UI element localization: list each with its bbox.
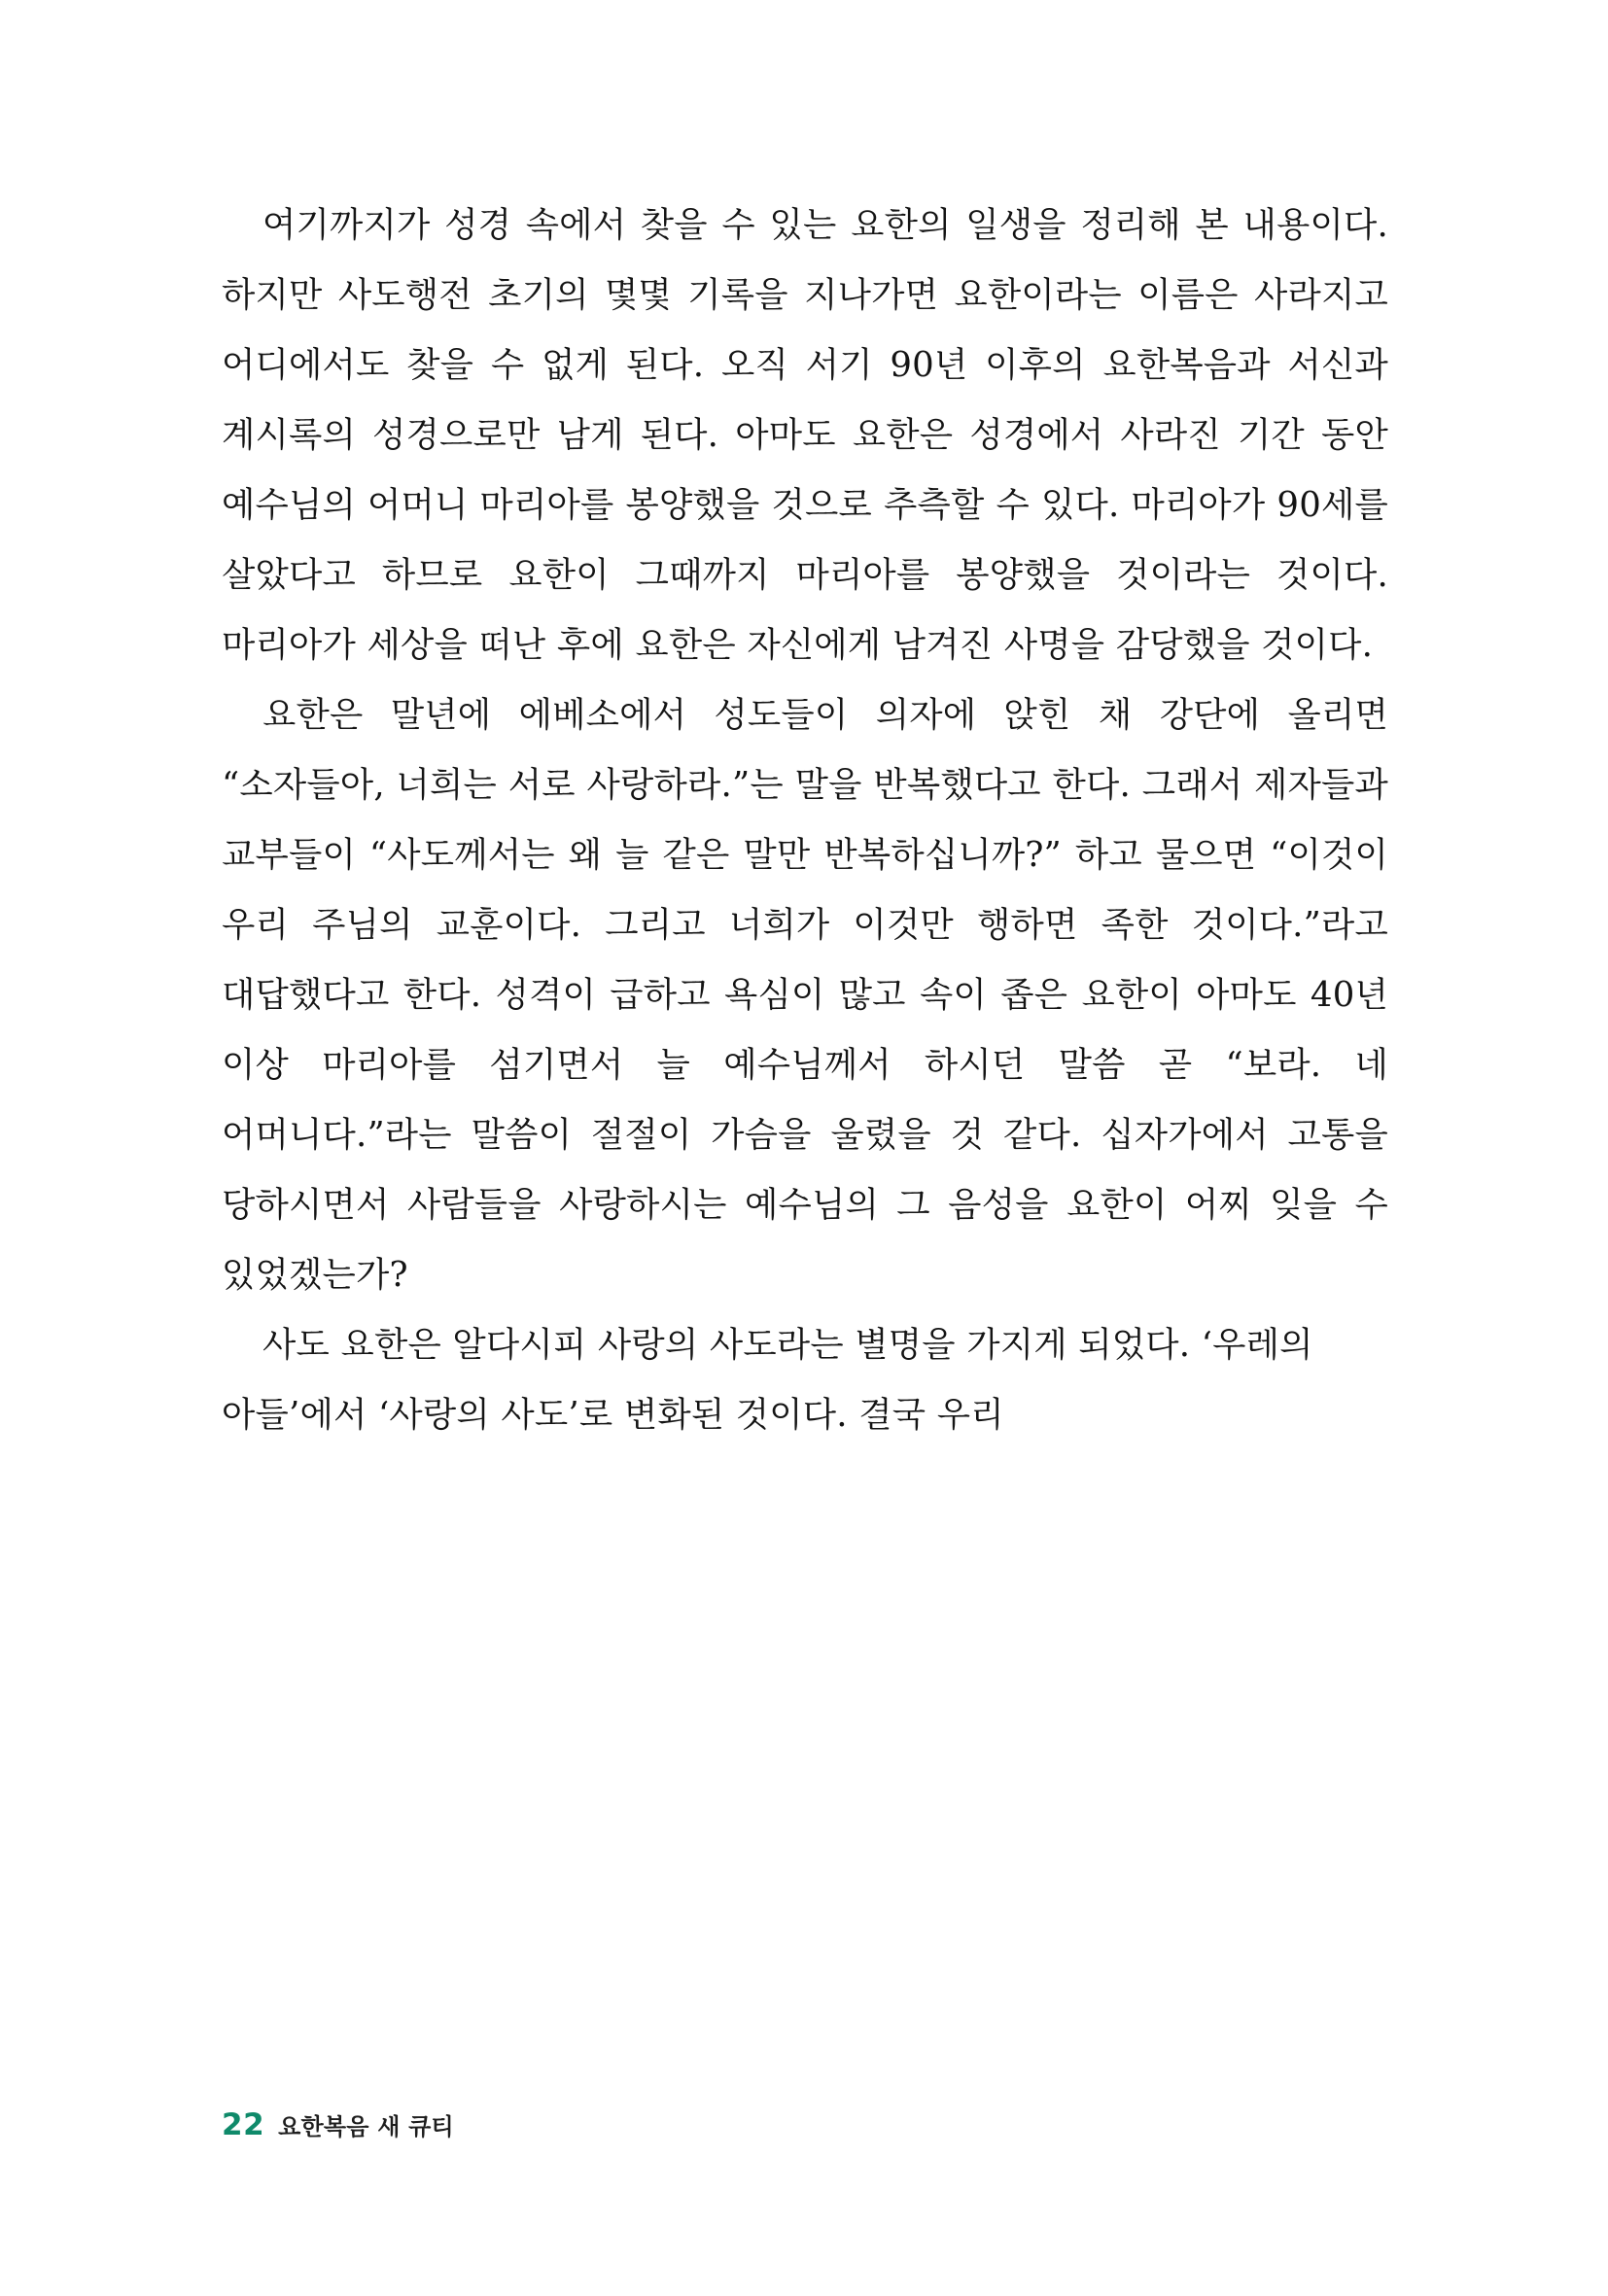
paragraph-2: 요한은 말년에 에베소에서 성도들이 의자에 앉힌 채 강단에 올리면 “소자들아, 너희는 서로 사랑하라.”는 말을 반복했다고 한다. 그래서 제자들과 교부들이 “사도께서는 왜 늘 같은 말만 반복하십니까?” 하고 물으면 “이것이 우리 주님의 교훈이다. 그리고 너희가 이것만 행하면 족한 것이다.”라고 대답했다고 한다. 성격이 급하고 욕심이 많고 속이 좁은 요한이 아마도 40년 이상 마리아를 섬기면서 늘 예수님께서 하시던 말씀 곧 “보라. 네 어머니다.”라는 말씀이 절절이 가슴을 울렸을 것 같다. 십자가에서 고통을 당하시면서 사람들을 사랑하시는 예수님의 그 음성을 요한이 어찌 잊을 수 있었겠는가? [222, 695, 1388, 1295]
page-number: 22 [222, 2107, 265, 2142]
paragraph-1: 여기까지가 성경 속에서 찾을 수 있는 요한의 일생을 정리해 본 내용이다. 하지만 사도행전 초기의 몇몇 기록을 지나가면 요한이라는 이름은 사라지고 어디에서도 찾을 수 없게 된다. 오직 서기 90년 이후의 요한복음과 서신과 계시록의 성경으로만 남게 된다. 아마도 요한은 성경에서 사라진 기간 동안 예수님의 어머니 마리아를 봉양했을 것으로 추측할 수 있다. 마리아가 90세를 살았다고 하므로 요한이 그때까지 마리아를 봉양했을 것이라는 것이다. 마리아가 세상을 떠난 후에 요한은 자신에게 남겨진 사명을 감당했을 것이다. [222, 205, 1388, 665]
footer-book-title: 요한복음 새 큐티 [278, 2113, 454, 2140]
body-text-block [222, 191, 1388, 1450]
paragraph-3: 사도 요한은 알다시피 사랑의 사도라는 별명을 가지게 되었다. ‘우레의 아들’에서 ‘사랑의 사도’로 변화된 것이다. 결국 우리 [222, 1325, 1313, 1435]
page-footer [222, 2107, 454, 2142]
